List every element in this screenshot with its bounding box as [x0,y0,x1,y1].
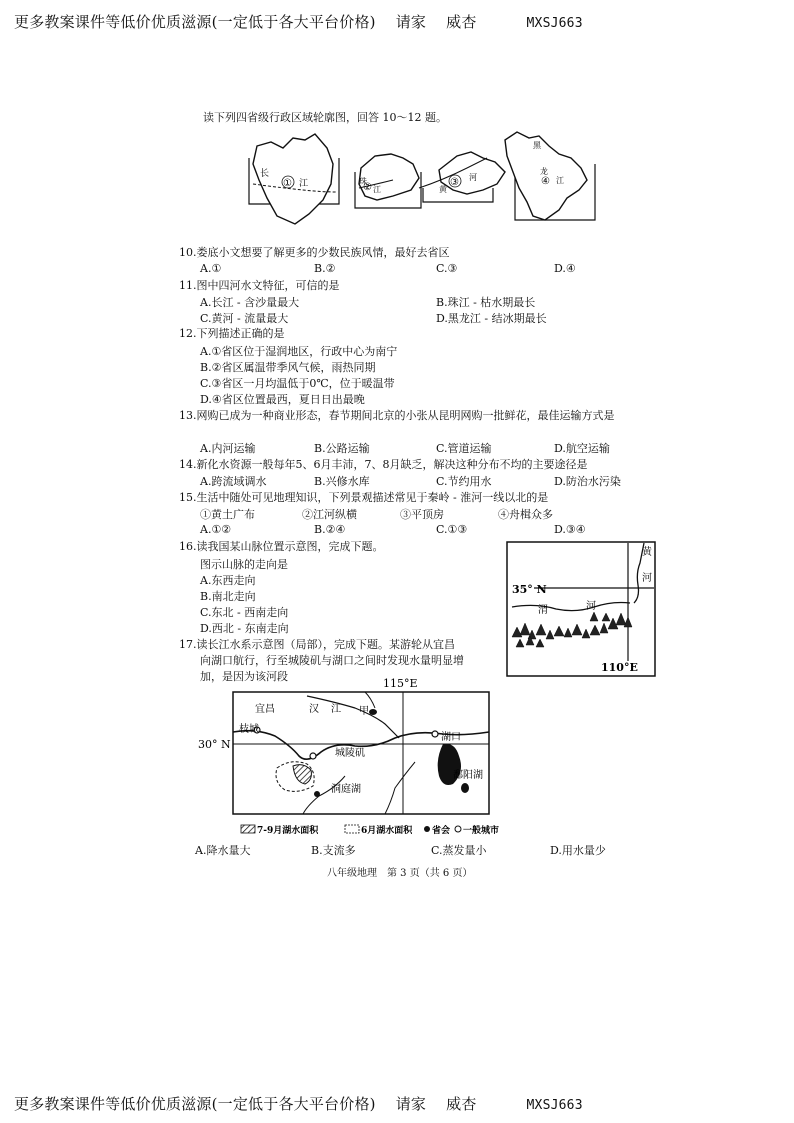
map2-longitude: 110°E [601,661,638,674]
map2-yellow-char-2: 河 [642,573,652,584]
question-10-stem: 10.娄底小文想要了解更多的少数民族风情，最好去省区 [179,246,450,259]
map3-latitude: 30° N [198,738,231,751]
provinces-outline-map [243,128,603,230]
map1-river-char-7: 黑 [533,141,541,150]
q15-item-3: ③平顶房 [400,508,444,521]
map3-place-yichang: 宜昌 [255,704,275,715]
q15-item-1: ①黄土广布 [200,508,255,521]
header-promo-text: 更多教案课件等低价优质滋源(一定低于各大平台价格) [14,13,376,31]
q16-option-d[interactable]: D.西北 - 东南走向 [200,622,289,635]
header-contact-1: 请家 [395,13,427,31]
question-13-stem: 13.网购已成为一种商业形态，春节期间北京的小张从昆明网购一批鲜花，最佳运输方式是 [179,409,615,422]
q15-option-b[interactable]: B.②④ [314,523,346,536]
q15-item-4: ④舟楫众多 [498,508,553,521]
map2-latitude: 35° N [512,583,547,596]
q17-option-d[interactable]: D.用水量少 [550,844,606,857]
q10-option-a[interactable]: A.① [200,262,222,275]
map1-river-char-9: 江 [556,176,564,185]
page-footer-banner [14,1093,583,1114]
header-contact-2: 威杏 [446,13,477,31]
q15-option-a[interactable]: A.①② [200,523,232,536]
q13-option-d[interactable]: D.航空运输 [554,442,610,455]
question-11-stem: 11.图中四河水文特征，可信的是 [179,279,340,292]
map3-legend-3: 省会 [432,826,451,836]
question-17-stem-line-2: 向湖口航行，行至城陵矶与湖口之间时发现水量明显增 [200,654,464,667]
q13-option-b[interactable]: B.公路运输 [314,442,370,455]
footer-contact-2: 威杏 [446,1095,477,1113]
q16-option-c[interactable]: C.东北 - 西南走向 [200,606,289,619]
map3-place-hukou: 湖口 [441,732,461,743]
map1-label-3: ③ [450,177,459,188]
q17-option-b[interactable]: B.支流多 [311,844,356,857]
map3-legend-2: 6月湖水面积 [361,826,413,836]
q11-option-b[interactable]: B.珠江 - 枯水期最长 [436,296,536,309]
map3-river-char-1: 汉 [309,704,319,715]
map1-river-char-3: 珠 [359,177,367,186]
q12-option-c[interactable]: C.③省区一月均温低于0℃，位于暖温带 [200,377,395,390]
q17-option-c[interactable]: C.蒸发量小 [431,844,487,857]
question-17-stem-line-3: 加，是因为该河段 [200,670,288,683]
q15-item-2: ②江河纵横 [302,508,357,521]
question-15-stem: 15.生活中随处可见地理知识，下列景观描述常见于秦岭 - 淮河一线以北的是 [179,491,549,504]
mountain-location-map [506,541,656,677]
q16-option-b[interactable]: B.南北走向 [200,590,256,603]
q16-subquestion: 图示山脉的走向是 [200,558,288,571]
question-14-stem: 14.新化水资源一般每年5、6月丰沛，7、8月缺乏，解决这种分布不均的主要途径是 [179,458,588,471]
q14-option-a[interactable]: A.跨流域调水 [200,475,267,488]
q14-option-b[interactable]: B.兴修水库 [314,475,370,488]
map3-place-chenglingji: 城陵矶 [335,748,365,759]
map1-river-char-6: 河 [469,173,477,182]
map3-river-char-2: 江 [331,704,341,715]
map2-yellow-char-1: 黄 [642,547,652,558]
q14-option-d[interactable]: D.防治水污染 [554,475,621,488]
map2-wei-char-2: 河 [586,601,596,612]
map3-place-poyang: 鄱阳湖 [453,770,483,781]
map1-label-4: ④ [541,176,550,187]
q14-option-c[interactable]: C.节约用水 [436,475,492,488]
q10-option-b[interactable]: B.② [314,262,336,275]
q16-option-a[interactable]: A.东西走向 [200,574,256,587]
q13-option-a[interactable]: A.内河运输 [200,442,256,455]
map3-place-zhicheng: 枝城 [239,724,259,735]
map2-wei-char-1: 渭 [538,605,548,616]
map3-legend-4: 一般城市 [463,826,500,836]
map3-legend-1: 7-9月湖水面积 [257,826,319,836]
page-number-footer: 八年级地理 第 3 页（共 6 页） [327,868,473,879]
q11-option-a[interactable]: A.长江 - 含沙量最大 [200,296,300,309]
q12-option-b[interactable]: B.②省区属温带季风气候，雨热同期 [200,361,376,374]
map1-river-char-1: 长 [260,169,270,179]
q12-option-a[interactable]: A.①省区位于湿润地区，行政中心为南宁 [200,345,398,358]
q12-option-d[interactable]: D.④省区位置最西，夏日日出最晚 [200,393,365,406]
map1-label-2: ② [363,182,372,193]
q11-option-d[interactable]: D.黑龙江 - 结冰期最长 [436,312,547,325]
map1-river-char-5: 黄 [439,185,447,194]
map1-label-1: ① [283,178,292,189]
question-16-stem: 16.读我国某山脉位置示意图，完成下题。 [179,540,384,553]
yangtze-river-map [195,676,505,840]
q13-option-c[interactable]: C.管道运输 [436,442,492,455]
map1-river-char-2: 江 [299,179,309,189]
q10-option-d[interactable]: D.④ [554,262,576,275]
map3-longitude: 115°E [383,677,418,690]
header-code: MXSJ663 [526,16,583,31]
question-12-stem: 12.下列描述正确的是 [179,327,285,340]
footer-promo-text: 更多教案课件等低价优质滋源(一定低于各大平台价格) [14,1095,376,1113]
map1-river-char-8: 龙 [540,167,548,176]
q17-option-a[interactable]: A.降水量大 [195,844,251,857]
footer-contact-1: 请家 [395,1095,427,1113]
intro-text: 读下列四省级行政区域轮廓图，回答 10～12 题。 [203,111,447,124]
map1-river-char-4: 江 [373,185,381,194]
question-17-stem-line-1: 17.读长江水系示意图（局部），完成下题。某游轮从宜昌 [179,638,455,651]
map3-river-char-3: 甲 [359,706,369,717]
footer-code: MXSJ663 [526,1098,583,1113]
page-header [14,11,583,32]
q15-option-c[interactable]: C.①③ [436,523,468,536]
q10-option-c[interactable]: C.③ [436,262,458,275]
q15-option-d[interactable]: D.③④ [554,523,586,536]
q11-option-c[interactable]: C.黄河 - 流量最大 [200,312,289,325]
map3-place-dongting: 洞庭湖 [331,784,361,795]
